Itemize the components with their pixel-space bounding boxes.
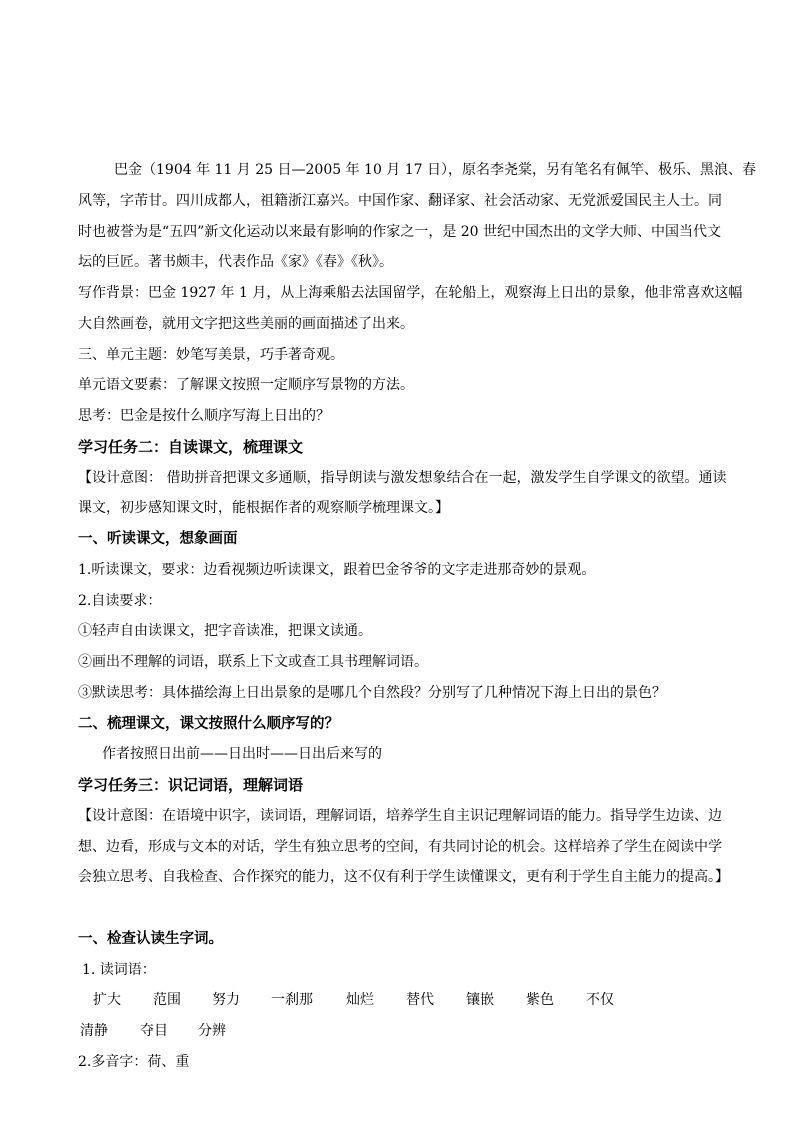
- think-question: 思考：巴金是按什么顺序写海上日出的？: [78, 408, 330, 424]
- task3-intent-line-1: 【设计意图：在语境中识字，读词语，理解词语，培养学生自主识记理解词语的能力。指导学生边读、边: [78, 808, 722, 824]
- background-line-1: 写作背景：巴金 1927 年 1 月，从上海乘船去法国留学，在轮船上，观察海上日出的景象，他非常喜欢这幅: [78, 285, 743, 301]
- task2-requirement-3: ③默读思考：具体描绘海上日出景象的是哪几个自然段？分别写了几种情况下海上日出的景色？: [78, 685, 666, 701]
- task2-intent-line-1: 【设计意图： 借助拼音把课文多通顺，指导朗读与激发想象结合在一起，激发学生自学课文的欲望。通读: [78, 470, 727, 486]
- word-item: 分辨: [198, 1023, 226, 1039]
- word-item: 灿烂: [346, 992, 374, 1008]
- task2-requirement-1: ①轻声自由读课文，把字音读准，把课文读通。: [78, 623, 372, 639]
- word-item: 一刹那: [271, 992, 313, 1008]
- intro-line-2: 风等，字芾甘。四川成都人，祖籍浙江嘉兴。中国作家、翻译家、社会活动家、无党派爱国民主人士。同: [78, 193, 722, 209]
- word-item: 镶嵌: [466, 992, 494, 1008]
- task3-intent-line-3: 会独立思考、自我检查、合作探究的能力，这不仅有利于学生读懂课文，更有利于学生自主能力的提高。】: [78, 869, 729, 885]
- polyphone-item: 2.多音字：荷、重: [78, 1054, 190, 1070]
- intro-line-1: 巴金（1904 年 11 月 25 日—2005 年 10 月 17 日），原名李尧棠，另有笔名有佩竿、极乐、黑浪、春: [114, 162, 757, 178]
- read-words-label: 1. 读词语：: [82, 962, 156, 978]
- unit-theme: 三、单元主题：妙笔写美景，巧手著奇观。: [78, 347, 344, 363]
- words-row-1: [0, 990, 794, 1010]
- intro-line-3: 时也被誉为是“五四”新文化运动以来最有影响的作家之一，是 20 世纪中国杰出的文学大师、中国当代文: [78, 224, 722, 240]
- word-item: 夺目: [140, 1023, 168, 1039]
- word-item: 清静: [80, 1023, 108, 1039]
- task2-heading: 学习任务二：自读课文，梳理课文: [78, 438, 304, 456]
- unit-element: 单元语文要素：了解课文按照一定顺序写景物的方法。: [78, 377, 414, 393]
- intro-line-4: 坛的巨匠。著书颇丰，代表作品《家》《春》《秋》。: [78, 254, 393, 270]
- background-line-2: 大自然画卷，就用文字把这些美丽的画面描述了出来。: [78, 316, 414, 332]
- task2-sub-heading-1: 一、听读课文，想象画面: [78, 531, 238, 547]
- word-item: 扩大: [93, 992, 121, 1008]
- task3-heading: 学习任务三：识记词语，理解词语: [78, 776, 304, 794]
- task2-sub-heading-2: 二、梳理课文，课文按照什么顺序写的？: [78, 716, 339, 732]
- task3-intent-line-2: 想、边看，形成与文本的对话，学生有独立思考的空间，有共同讨论的机会。这样培养了学生在阅读中学: [78, 839, 722, 855]
- task2-requirement-2: ②画出不理解的词语，联系上下文或查工具书理解词语。: [78, 654, 428, 670]
- word-item: 紫色: [526, 992, 554, 1008]
- task3-sub-heading-1: 一、检查认读生字词。: [78, 931, 223, 947]
- task2-item-1: 1.听读课文，要求：边看视频边听读课文，跟着巴金爷爷的文字走进那奇妙的景观。: [78, 562, 596, 578]
- word-item: 努力: [212, 992, 240, 1008]
- task2-order: 作者按照日出前——日出时——日出后来写的: [102, 746, 382, 762]
- word-item: 不仅: [586, 992, 614, 1008]
- word-item: 范围: [153, 992, 181, 1008]
- word-item: 替代: [406, 992, 434, 1008]
- task2-item-2: 2.自读要求：: [78, 593, 162, 609]
- task2-intent-line-2: 课文，初步感知课文时，能根据作者的观察顺学梳理课文。】: [78, 500, 449, 516]
- words-row-2: [0, 1021, 794, 1041]
